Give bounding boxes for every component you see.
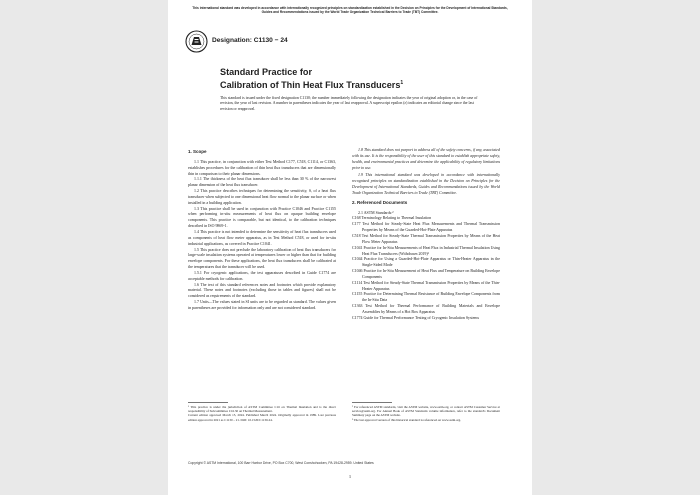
paragraph-1-6: 1.6 The text of this standard references notes and footnotes which provide explanatory material. These notes and footnotes (excluding those in tables and figures) shall not be considered as requirements of the standard. — [188, 281, 336, 299]
reference-item: C177 Test Method for Steady-State Heat Flux Measurements and Thermal Transmission Properties by Means of the Guarded-Hot-Plate Apparatus — [352, 221, 500, 233]
document-title — [220, 67, 480, 91]
paragraph-1-1-1: 1.1.1 The thickness of the heat flux transducer shall be less than 30 % of the narrowest planar dimension of the heat flux transducer. — [188, 176, 336, 188]
astm-logo-icon — [185, 30, 208, 53]
reference-item: C1155 Practice for Determining Thermal Resistance of Building Envelope Components from the In-Situ Data — [352, 291, 500, 303]
paragraph-1-8: 1.8 This standard does not purport to address all of the safety concerns, if any, associated with its use. It is the responsibility of the user of this standard to establish appropriate safety, health, and environmental practices and determine the applicability of regulatory limitations prior to use. — [352, 147, 500, 170]
reference-item: C1046 Practice for In-Situ Measurement of Heat Flux and Temperature on Building Envelope Components — [352, 268, 500, 279]
footnote-1: ¹ This practice is under the jurisdiction of ASTM Committee C16 on Thermal Insulation and is the direct responsibility of Subcommittee C16.30 on Thermal Measurement. — [188, 405, 336, 414]
paragraph-1-1: 1.1 This practice, in conjunction with either Test Method C177, C518, C1114, or C1363, establishes procedures for the calibration of thin heat flux transducers that are dimensionally thin in comparison to their planar dimensions. — [188, 158, 336, 176]
reference-item: C518 Test Method for Steady-State Thermal Transmission Properties by Means of the Heat Flow Meter Apparatus — [352, 232, 500, 244]
reference-item: C1044 Practice for Using a Guarded-Hot-Plate Apparatus or Thin-Heater Apparatus in the Single-Sided Mode — [352, 256, 500, 268]
paragraph-1-7: 1.7 Units—The values stated in SI units are to be regarded as standard. The values given in parentheses are provided for information only and are not considered standard. — [188, 299, 336, 310]
footnote-1-edition: Current edition approved March 15, 2024. Published March 2024. Originally approved in 1989. Last previous edition approved in 2021 as C1130 – 21. DOI: 10.1520/C1130-24. — [188, 413, 336, 422]
reference-item: C1774 Guide for Thermal Performance Testing of Cryogenic Insulation Systems — [352, 314, 479, 320]
section-heading-scope: 1. Scope — [188, 149, 207, 154]
right-column — [352, 147, 500, 321]
reference-item: C1041 Practice for In-Situ Measurements of Heat Flux in Industrial Thermal Insulation Using Heat Flux Transducers (Withdrawn 2019)³ — [352, 244, 500, 256]
reference-item: C1114 Test Method for Steady-State Thermal Transmission Properties by Means of the Thin-Heater Apparatus — [352, 279, 500, 291]
designation: Designation: C1130 − 24 — [212, 37, 288, 44]
document-page — [168, 0, 532, 495]
reference-item: C1363 Test Method for Thermal Performance of Building Materials and Envelope Assemblies by Means of a Hot Box Apparatus — [352, 303, 500, 314]
footnote-rule-left — [188, 402, 228, 403]
footnote-rule-right — [352, 402, 392, 403]
intro-paragraph: This standard is issued under the fixed designation C1130; the number immediately following the designation indicates the year of original adoption or, in the case of revision, the year of last revision. A number in parentheses indicates the year of last reapproval. A superscript epsilon (ε) indicates an editorial change since the last revision or reapproval. — [220, 96, 478, 111]
paragraph-1-2: 1.2 This practice describes techniques for determining the sensitivity, S, of a heat flux transducer when subjected to one dimensional heat flow normal to the planar surface or when installed in a building application. — [188, 188, 336, 205]
footnotes-right — [352, 405, 500, 422]
paragraph-1-9: 1.9 This international standard was developed in accordance with internationally recognized principles on standardization established in the Decision on Principles for the Development of International Standards, Guides and Recommendations issued by the World Trade Organization Technical Barriers to Trade (TBT) Committee. — [352, 172, 500, 195]
left-column — [188, 147, 336, 311]
paragraph-1-4: 1.4 This practice is not intended to determine the sensitivity of heat flux transducers used as components of heat flow meter apparatus, as in Test Method C518, or used for in-situ industrial applications, as covered in Practice C1041. — [188, 228, 336, 246]
paragraph-1-5-1: 1.5.1 For cryogenic applications, the test apparatuses described in Guide C1774 are acceptable methods for calibration. — [188, 269, 336, 281]
footnotes-left — [188, 405, 336, 422]
title-line-1: Standard Practice for — [220, 67, 312, 77]
section-heading-referenced-documents: 2. Referenced Documents — [352, 199, 408, 205]
paragraph-1-3: 1.3 This practice shall be used in conjunction with Practice C1046 and Practice C1155 when performing in-situ measurements of heat flux on opaque building envelope components. This practice is comparable, but not identical, to the calibration techniques described in ISO 9869-1. — [188, 205, 336, 229]
footnote-3: ³ The last approved version of this historical standard is referenced on www.astm.org. — [352, 417, 462, 422]
tbt-notice: This international standard was developed in accordance with internationally recognized principles on standardization established in the Decision on Principles for the Development of International Standards, Guides and Recommendations issued by the World Trade Organization Technical Barriers to Trade (TBT) Committee. — [192, 6, 508, 15]
title-line-2: Calibration of Thin Heat Flux Transducers$^1$ — [220, 80, 404, 91]
reference-item: C168 Terminology Relating to Thermal Insulation — [352, 215, 432, 221]
copyright-footer: Copyright © ASTM International, 100 Barr Harbor Drive, PO Box C700, West Conshohocken, PA 19428-2959. United States — [188, 461, 374, 465]
astm-standards-label: 2.1 ASTM Standards:² — [358, 209, 394, 215]
paragraph-1-5: 1.5 This practice does not preclude the laboratory calibration of heat flux transducers for large-scale insulation systems operated at temperatures lower or higher than that for building envelope components. For these applications, the heat flux transducers shall be calibrated at the temperatures that the transducer will be used. — [188, 246, 336, 270]
page-number: 1 — [348, 474, 352, 479]
footnote-2: ² For referenced ASTM standards, visit the ASTM website, www.astm.org, or contact ASTM Customer Service at service@astm.org. For Annual Book of ASTM Standards volume information, refer to the standard's Document Summary page on the ASTM website. — [352, 405, 500, 418]
